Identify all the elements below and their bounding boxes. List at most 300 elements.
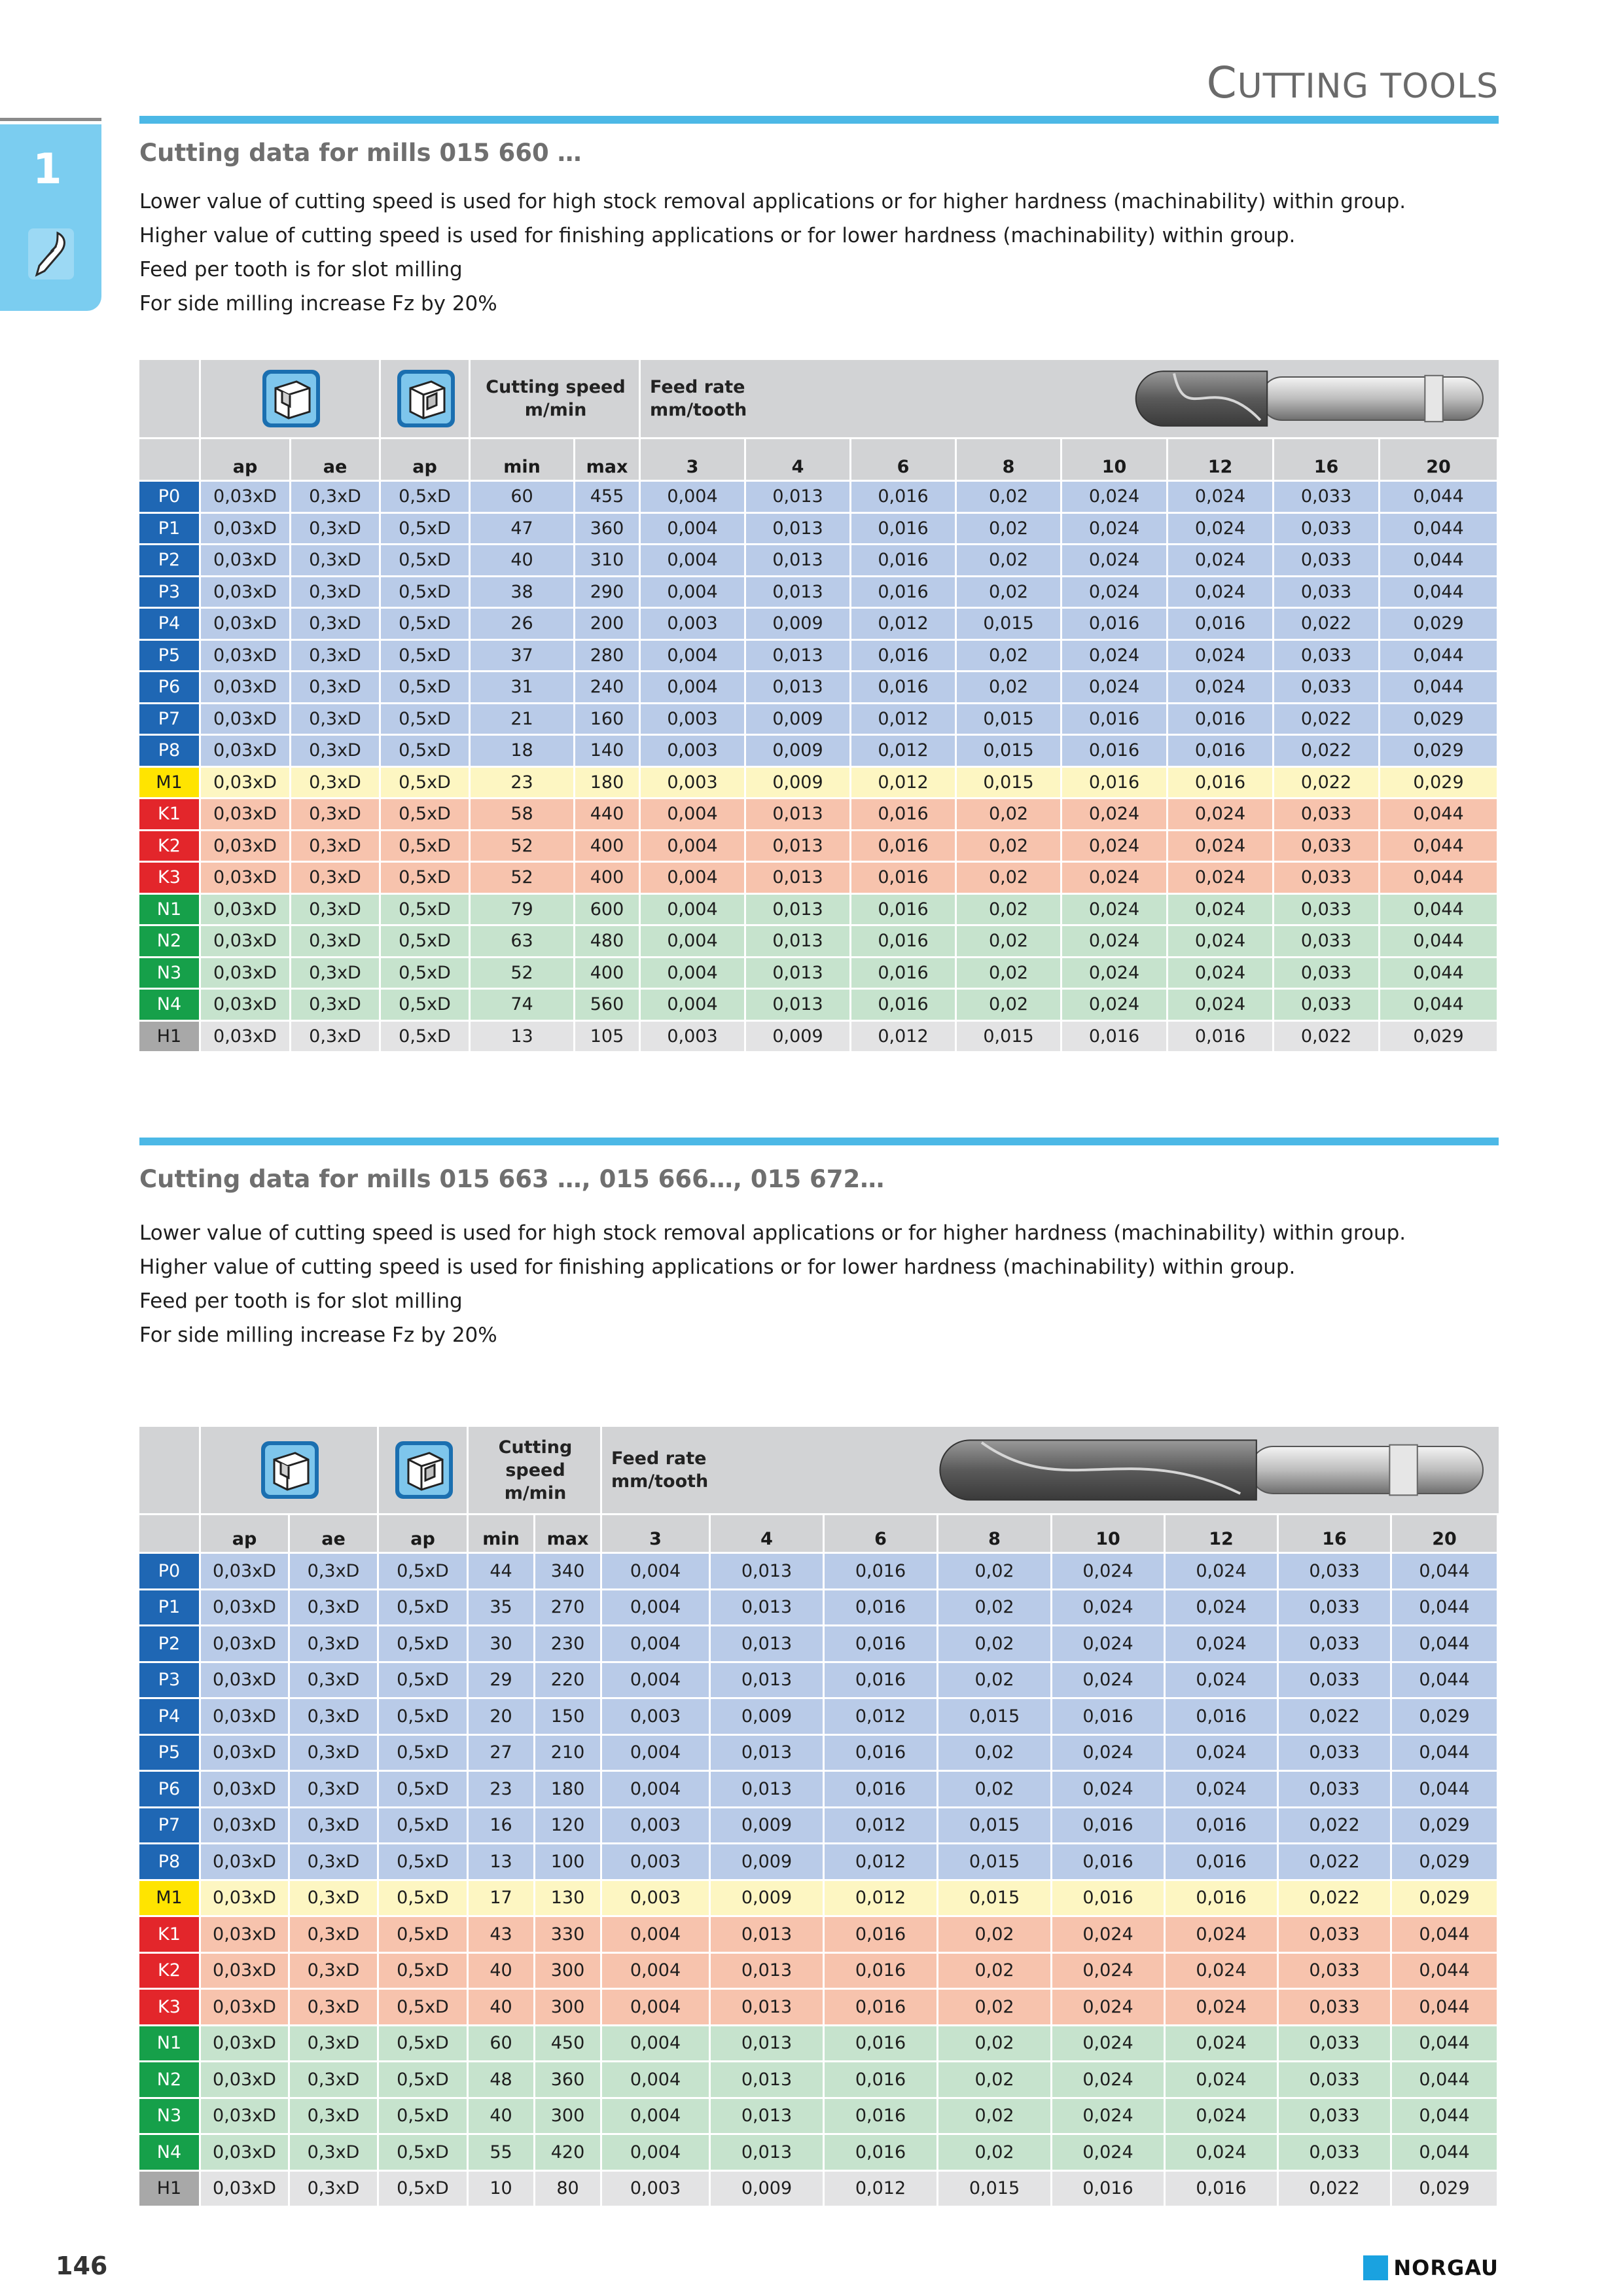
table-cell: 0,3xD [291, 958, 381, 988]
table-cell: 0,02 [957, 514, 1062, 544]
table-cell: 0,3xD [291, 736, 381, 766]
table-cell: 0,015 [938, 1881, 1052, 1916]
table-row [139, 575, 1499, 607]
table-cell: 0,044 [1380, 926, 1499, 956]
header-rule [139, 116, 1499, 124]
table-cell: 0,029 [1380, 768, 1499, 798]
column-header: 8 [938, 1515, 1052, 1552]
column-header: 6 [851, 439, 957, 480]
material-code-cell: K3 [139, 863, 201, 893]
table-cell: 0,024 [1062, 831, 1168, 861]
table-cell: 0,016 [851, 990, 957, 1020]
column-header: 4 [711, 1515, 825, 1552]
table-cell: 0,03xD [201, 1736, 290, 1770]
table-cell: 0,3xD [290, 1772, 379, 1806]
table-cell: 0,013 [711, 1954, 825, 1988]
table-cell: 0,013 [746, 641, 851, 671]
table-cell: 0,02 [957, 958, 1062, 988]
table-cell: 0,5xD [381, 577, 471, 607]
table-cell: 0,004 [602, 1590, 711, 1625]
table-header-band [139, 360, 1499, 437]
table-cell: 0,02 [957, 990, 1062, 1020]
table-cell: 0,024 [1052, 1954, 1166, 1988]
table-cell: 200 [575, 609, 641, 639]
pocket-milling-icon [394, 1440, 454, 1500]
table-cell: 0,5xD [381, 514, 471, 544]
table-cell: 0,03xD [201, 958, 291, 988]
table-cell: 230 [535, 1626, 602, 1661]
column-header: 8 [957, 439, 1062, 480]
table-cell: 0,015 [957, 768, 1062, 798]
column-header: max [575, 439, 641, 480]
table-row [139, 734, 1499, 766]
table-row [139, 1697, 1499, 1734]
table-cell: 0,022 [1274, 768, 1380, 798]
table-cell: 0,016 [1062, 609, 1168, 639]
table-cell: 48 [469, 2062, 535, 2097]
table-cell: 0,3xD [290, 1590, 379, 1625]
table-cell: 0,02 [957, 895, 1062, 925]
table-row [139, 1915, 1499, 1952]
table-cell: 0,013 [711, 2062, 825, 2097]
table-cell: 23 [471, 768, 575, 798]
material-code-cell: M1 [139, 1881, 201, 1916]
table-cell: 400 [575, 831, 641, 861]
table-cell: 0,024 [1166, 1917, 1279, 1952]
table-cell: 0,024 [1168, 545, 1274, 575]
table-cell: 0,03xD [201, 2135, 290, 2170]
table-cell: 0,5xD [379, 2099, 469, 2134]
table-row [139, 956, 1499, 988]
table-cell: 0,5xD [379, 1808, 469, 1843]
table-cell: 0,033 [1279, 1990, 1392, 2024]
material-code-cell: N1 [139, 895, 201, 925]
table-cell: 0,024 [1062, 514, 1168, 544]
table-cell: 0,5xD [381, 799, 471, 829]
table-cell: 0,5xD [381, 545, 471, 575]
table-cell: 0,3xD [291, 672, 381, 702]
table-cell: 0,016 [1168, 736, 1274, 766]
table-cell: 0,3xD [291, 768, 381, 798]
table-cell: 0,013 [746, 958, 851, 988]
slot-milling-icon [261, 368, 321, 429]
table-cell: 0,3xD [291, 1022, 381, 1052]
material-code-cell: N4 [139, 2135, 201, 2170]
table-cell: 0,02 [938, 1663, 1052, 1698]
table-cell: 400 [575, 958, 641, 988]
table-cell: 40 [471, 545, 575, 575]
table-cell: 0,033 [1279, 2135, 1392, 2170]
table-cell: 79 [471, 895, 575, 925]
table-cell: 0,024 [1062, 895, 1168, 925]
table-cell: 0,013 [746, 926, 851, 956]
table-cell: 0,5xD [381, 831, 471, 861]
speed-label: Cutting [498, 1437, 573, 1458]
table-cell: 0,016 [851, 926, 957, 956]
table-cell: 0,033 [1274, 799, 1380, 829]
column-header: 3 [641, 439, 746, 480]
column-header: 12 [1166, 1515, 1279, 1552]
table-cell: 0,02 [957, 863, 1062, 893]
table-cell: 0,5xD [381, 926, 471, 956]
column-header: ae [291, 439, 381, 480]
header-speed-cell [469, 1427, 602, 1513]
material-code-cell: P8 [139, 736, 201, 766]
table-cell: 0,02 [957, 577, 1062, 607]
table-cell: 0,024 [1062, 799, 1168, 829]
header-slot-cell [201, 1427, 379, 1513]
table-cell: 0,033 [1279, 1954, 1392, 1988]
table-cell: 0,5xD [379, 1626, 469, 1661]
section-1-notes [139, 185, 1406, 321]
material-code-cell: K3 [139, 1990, 201, 2024]
table-cell: 26 [471, 609, 575, 639]
table-cell: 210 [535, 1736, 602, 1770]
table-cell: 105 [575, 1022, 641, 1052]
table-cell: 0,024 [1052, 1590, 1166, 1625]
table-cell: 0,3xD [291, 514, 381, 544]
table-cell: 0,044 [1392, 1736, 1499, 1770]
table-cell: 0,009 [711, 1699, 825, 1734]
note-line: For side milling increase Fz by 20% [139, 292, 497, 315]
table-row [139, 2097, 1499, 2134]
table-cell: 0,5xD [379, 2026, 469, 2061]
table-cell: 0,5xD [381, 768, 471, 798]
chapter-tab[interactable] [0, 124, 101, 311]
feed-label: Feed rate [650, 377, 745, 397]
table-cell: 0,015 [957, 704, 1062, 734]
table-cell: 13 [471, 1022, 575, 1052]
table-cell: 0,016 [1168, 704, 1274, 734]
cutting-data-table-1 [139, 360, 1499, 1051]
table-cell: 300 [535, 2099, 602, 2134]
table-cell: 180 [535, 1772, 602, 1806]
table-cell: 0,016 [1052, 2172, 1166, 2206]
table-row [139, 861, 1499, 893]
speed-label: m/min [524, 400, 587, 420]
table-cell: 0,03xD [201, 1699, 290, 1734]
brand-name: NORGAU [1393, 2255, 1499, 2280]
table-cell: 0,013 [711, 1772, 825, 1806]
table-cell: 0,024 [1166, 1772, 1279, 1806]
table-cell: 0,044 [1380, 990, 1499, 1020]
table-row [139, 829, 1499, 861]
table-cell: 0,022 [1274, 1022, 1380, 1052]
table-cell: 0,02 [938, 2099, 1052, 2134]
table-cell: 0,016 [825, 1736, 938, 1770]
table-cell: 0,033 [1279, 1626, 1392, 1661]
column-header: max [535, 1515, 602, 1552]
table-cell: 0,024 [1166, 1590, 1279, 1625]
table-cell: 0,033 [1279, 2062, 1392, 2097]
page-header-title: CUTTING TOOLS [1206, 58, 1499, 108]
table-cell: 0,022 [1279, 1844, 1392, 1879]
table-cell: 0,3xD [291, 990, 381, 1020]
table-cell: 0,033 [1279, 1663, 1392, 1698]
table-cell: 0,02 [938, 1554, 1052, 1588]
table-cell: 0,3xD [291, 482, 381, 512]
column-header [139, 1515, 201, 1552]
material-code-cell: P3 [139, 577, 201, 607]
column-header: 16 [1279, 1515, 1392, 1552]
table-cell: 300 [535, 1954, 602, 1988]
table-cell: 0,3xD [291, 704, 381, 734]
table-cell: 0,016 [1166, 1808, 1279, 1843]
table-cell: 0,013 [711, 1736, 825, 1770]
table-cell: 0,044 [1392, 2135, 1499, 2170]
table-cell: 23 [469, 1772, 535, 1806]
column-header: 12 [1168, 439, 1274, 480]
table-cell: 0,016 [1166, 2172, 1279, 2206]
table-cell: 44 [469, 1554, 535, 1588]
table-cell: 0,009 [711, 1808, 825, 1843]
table-cell: 160 [575, 704, 641, 734]
note-line: Feed per tooth is for slot milling [139, 258, 463, 281]
column-header: min [471, 439, 575, 480]
material-code-cell: P0 [139, 482, 201, 512]
table-cell: 0,012 [825, 1699, 938, 1734]
note-line: Lower value of cutting speed is used for high stock removal applications or for higher hardness (machinability) within group. [139, 1221, 1406, 1245]
table-cell: 0,044 [1380, 863, 1499, 893]
table-cell: 52 [471, 863, 575, 893]
table-cell: 63 [471, 926, 575, 956]
table-cell: 0,022 [1279, 1881, 1392, 1916]
table-cell: 280 [575, 641, 641, 671]
chapter-number: 1 [33, 145, 62, 194]
table-cell: 0,03xD [201, 895, 291, 925]
table-row [139, 766, 1499, 798]
table-cell: 0,016 [825, 2099, 938, 2134]
table-cell: 0,03xD [201, 1022, 291, 1052]
table-row [139, 1952, 1499, 1988]
table-cell: 0,5xD [379, 1554, 469, 1588]
table-cell: 0,5xD [379, 1881, 469, 1916]
table-column-headers [139, 1513, 1499, 1552]
table-cell: 0,013 [711, 1626, 825, 1661]
table-cell: 0,004 [641, 926, 746, 956]
table-cell: 0,016 [1062, 768, 1168, 798]
table-cell: 0,024 [1052, 1990, 1166, 2024]
material-code-cell: N2 [139, 926, 201, 956]
table-cell: 0,3xD [291, 577, 381, 607]
table-cell: 0,3xD [291, 895, 381, 925]
table-cell: 0,02 [957, 831, 1062, 861]
table-cell: 0,003 [641, 768, 746, 798]
header-blank-cell [139, 1427, 201, 1513]
table-cell: 0,003 [602, 1808, 711, 1843]
material-code-cell: P6 [139, 672, 201, 702]
table-cell: 0,03xD [201, 1808, 290, 1843]
table-row [139, 1552, 1499, 1588]
table-cell: 0,033 [1279, 1554, 1392, 1588]
table-cell: 0,03xD [201, 863, 291, 893]
table-cell: 0,013 [711, 2026, 825, 2061]
table-cell: 0,5xD [381, 482, 471, 512]
table-cell: 0,5xD [381, 863, 471, 893]
table-cell: 0,033 [1274, 863, 1380, 893]
table-cell: 0,013 [711, 1554, 825, 1588]
table-cell: 0,024 [1168, 577, 1274, 607]
table-cell: 0,5xD [379, 2172, 469, 2206]
table-cell: 0,022 [1279, 2172, 1392, 2206]
table-cell: 0,03xD [201, 799, 291, 829]
table-cell: 0,03xD [201, 768, 291, 798]
table-cell: 0,004 [602, 2062, 711, 2097]
table-cell: 0,016 [1062, 704, 1168, 734]
page-number: 146 [56, 2251, 108, 2280]
table-cell: 0,033 [1274, 641, 1380, 671]
table-cell: 0,03xD [201, 736, 291, 766]
table-cell: 140 [575, 736, 641, 766]
table-row [139, 2170, 1499, 2206]
table-cell: 0,044 [1380, 672, 1499, 702]
table-cell: 0,024 [1166, 1990, 1279, 2024]
table-cell: 0,016 [825, 2062, 938, 2097]
table-cell: 0,02 [938, 1736, 1052, 1770]
table-cell: 0,009 [711, 1881, 825, 1916]
table-cell: 0,03xD [201, 514, 291, 544]
brand-logo [1363, 2255, 1499, 2280]
end-mill-image [1131, 363, 1489, 437]
table-cell: 0,016 [851, 863, 957, 893]
table-cell: 310 [575, 545, 641, 575]
table-row [139, 1879, 1499, 1916]
table-cell: 360 [535, 2062, 602, 2097]
note-line: Lower value of cutting speed is used for high stock removal applications or for higher hardness (machinability) within group. [139, 190, 1406, 213]
feed-label: mm/tooth [650, 400, 747, 420]
table-cell: 0,3xD [290, 1699, 379, 1734]
table-cell: 0,016 [1168, 1022, 1274, 1052]
material-code-cell: N2 [139, 2062, 201, 2097]
material-code-cell: P0 [139, 1554, 201, 1588]
table-cell: 0,033 [1274, 895, 1380, 925]
table-cell: 0,012 [825, 1881, 938, 1916]
header-blank-cell [139, 360, 201, 437]
table-cell: 0,009 [711, 1844, 825, 1879]
table-cell: 0,3xD [290, 1554, 379, 1588]
feed-label: Feed rate [611, 1448, 707, 1469]
table-cell: 0,024 [1166, 2135, 1279, 2170]
table-cell: 0,022 [1274, 704, 1380, 734]
table-cell: 130 [535, 1881, 602, 1916]
table-cell: 0,004 [602, 1917, 711, 1952]
table-cell: 16 [469, 1808, 535, 1843]
table-cell: 0,013 [746, 577, 851, 607]
table-cell: 0,044 [1380, 799, 1499, 829]
table-row [139, 893, 1499, 925]
table-cell: 0,024 [1166, 1554, 1279, 1588]
table-cell: 43 [469, 1917, 535, 1952]
table-cell: 29 [469, 1663, 535, 1698]
table-cell: 0,004 [641, 799, 746, 829]
table-cell: 0,024 [1062, 926, 1168, 956]
material-code-cell: N1 [139, 2026, 201, 2061]
table-cell: 0,044 [1392, 1917, 1499, 1952]
table-cell: 120 [535, 1808, 602, 1843]
pocket-milling-icon [396, 368, 456, 429]
table-row [139, 1842, 1499, 1879]
table-row [139, 1806, 1499, 1843]
table-cell: 0,03xD [201, 609, 291, 639]
cutting-data-table-2 [139, 1427, 1499, 2206]
table-cell: 0,016 [825, 2026, 938, 2061]
table-cell: 0,044 [1380, 545, 1499, 575]
table-cell: 0,024 [1052, 1917, 1166, 1952]
table-cell: 0,033 [1274, 672, 1380, 702]
table-cell: 0,029 [1380, 1022, 1499, 1052]
table-cell: 0,5xD [379, 1844, 469, 1879]
table-cell: 0,3xD [290, 1844, 379, 1879]
table-cell: 0,033 [1274, 831, 1380, 861]
table-cell: 0,024 [1168, 958, 1274, 988]
table-cell: 80 [535, 2172, 602, 2206]
table-cell: 0,004 [602, 1990, 711, 2024]
material-code-cell: P7 [139, 704, 201, 734]
material-code-cell: P7 [139, 1808, 201, 1843]
table-cell: 0,004 [641, 863, 746, 893]
table-cell: 0,003 [641, 609, 746, 639]
table-cell: 0,02 [957, 926, 1062, 956]
table-cell: 0,003 [641, 736, 746, 766]
table-row [139, 702, 1499, 734]
column-header: 10 [1062, 439, 1168, 480]
header-slot-cell [201, 360, 381, 437]
table-cell: 40 [469, 2099, 535, 2134]
table-cell: 0,024 [1168, 895, 1274, 925]
column-header: 10 [1052, 1515, 1166, 1552]
table-cell: 0,3xD [290, 1917, 379, 1952]
table-cell: 0,03xD [201, 926, 291, 956]
table-cell: 0,03xD [201, 704, 291, 734]
table-cell: 340 [535, 1554, 602, 1588]
table-cell: 0,044 [1392, 1626, 1499, 1661]
table-cell: 440 [575, 799, 641, 829]
table-cell: 0,013 [711, 2135, 825, 2170]
table-cell: 0,012 [825, 1808, 938, 1843]
table-row [139, 1770, 1499, 1806]
table-cell: 31 [471, 672, 575, 702]
table-row [139, 2024, 1499, 2061]
table-cell: 0,016 [1062, 1022, 1168, 1052]
table-cell: 0,024 [1166, 2026, 1279, 2061]
table-cell: 0,012 [825, 2172, 938, 2206]
table-cell: 17 [469, 1881, 535, 1916]
material-code-cell: H1 [139, 2172, 201, 2206]
table-header-band [139, 1427, 1499, 1513]
section-2-notes [139, 1216, 1406, 1352]
table-cell: 0,012 [851, 1022, 957, 1052]
table-cell: 270 [535, 1590, 602, 1625]
table-cell: 0,044 [1392, 2062, 1499, 2097]
table-cell: 0,004 [641, 895, 746, 925]
table-cell: 0,3xD [291, 545, 381, 575]
table-cell: 0,024 [1062, 672, 1168, 702]
column-header [139, 439, 201, 480]
table-cell: 0,016 [825, 1663, 938, 1698]
table-cell: 40 [469, 1954, 535, 1988]
table-cell: 0,03xD [201, 577, 291, 607]
material-code-cell: K2 [139, 831, 201, 861]
table-cell: 0,5xD [381, 609, 471, 639]
table-cell: 0,024 [1166, 1663, 1279, 1698]
table-column-headers [139, 437, 1499, 480]
table-cell: 0,009 [711, 2172, 825, 2206]
table-cell: 27 [469, 1736, 535, 1770]
table-cell: 0,029 [1392, 1808, 1499, 1843]
table-row [139, 1020, 1499, 1052]
table-cell: 21 [471, 704, 575, 734]
table-cell: 0,029 [1392, 1844, 1499, 1879]
